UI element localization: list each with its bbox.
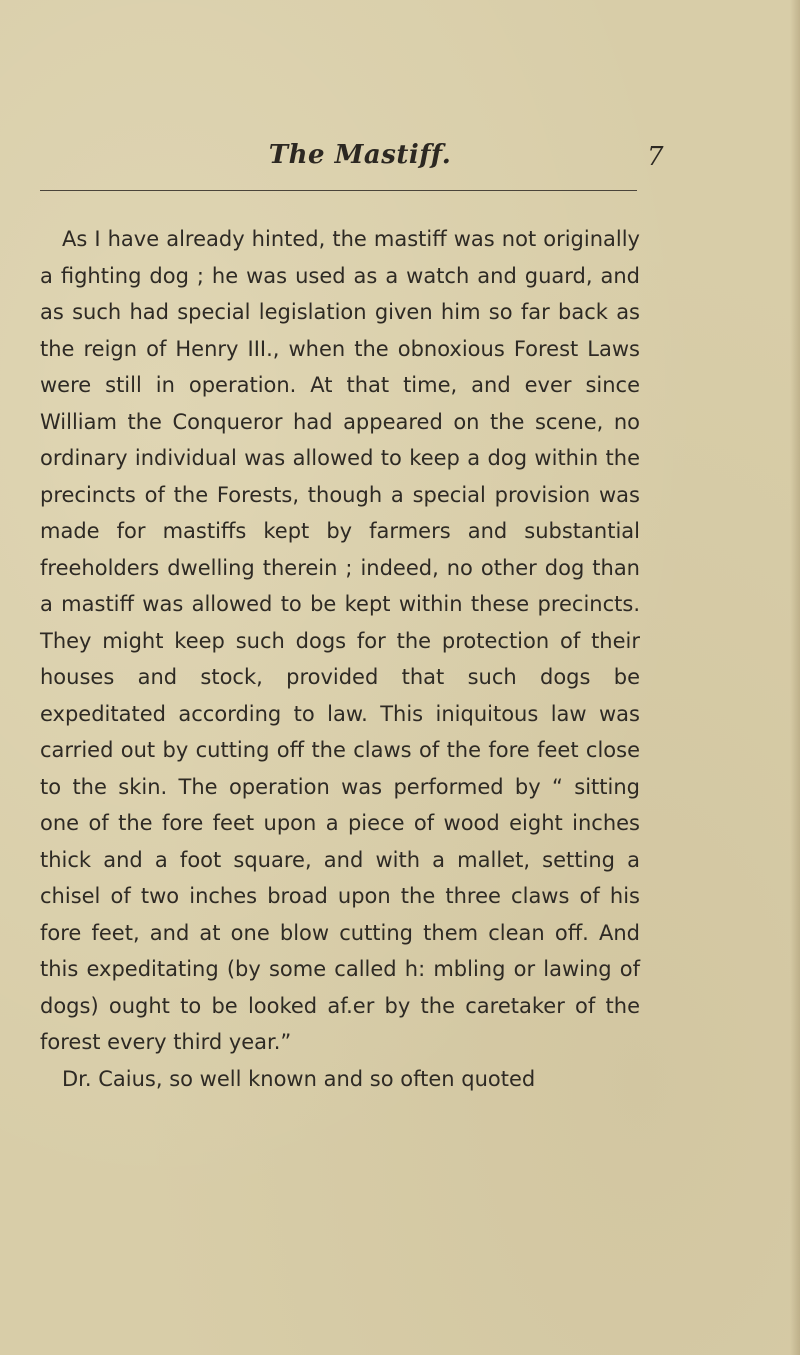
running-head [40, 140, 680, 186]
running-title: The Mastiff. [268, 140, 452, 170]
paragraph: As I have already hinted, the mastiff was not originally a fighting dog ; he was used as a watch and guard, and as such had special legislation given him so far back as the reign of Henry III., when the obnoxious Forest Laws were still in operation. At that time, and ever since William the Conqueror had appeared on the scene, no ordinary individual was allowed to keep a dog within the precincts of the Forests, though a special provision was made for mastiffs kept by farmers and substantial freeholders dwelling therein ; indeed, no other dog than a mastiff was allowed to be kept within these precincts. They might keep such dogs for the protection of their houses and stock, provided that such dogs be expeditated according to law. This iniquitous law was carried out by cutting off the claws of the fore feet close to the skin. The operation was performed by “ sitting one of the fore feet upon a piece of wood eight inches thick and a foot square, and with a mallet, setting a chisel of two inches broad upon the three claws of his fore feet, and at one blow cutting them clean off. And this expeditating (by some called h: mbling or lawing of dogs) ought to be looked af.er by the caretaker of the forest every third year.” [40, 227, 640, 1054]
body-text [40, 221, 640, 1097]
header-rule [40, 190, 637, 191]
page-number: 7 [647, 142, 664, 172]
paragraph: Dr. Caius, so well known and so often quoted [62, 1066, 536, 1091]
page-edge-shadow [790, 0, 800, 1355]
